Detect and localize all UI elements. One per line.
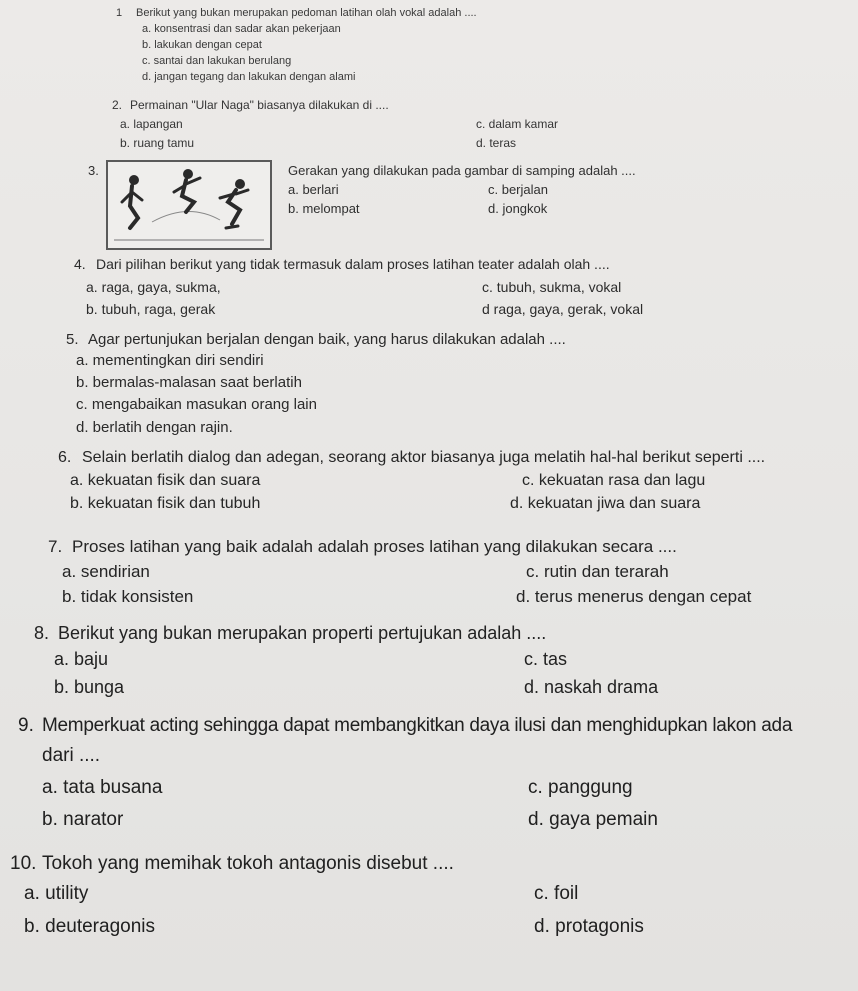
q4-option-a: a. raga, gaya, sukma, <box>86 279 221 295</box>
q7-option-c: c. rutin dan terarah <box>526 562 669 581</box>
q1-option-d: d. jangan tegang dan lakukan dengan alami <box>142 71 356 83</box>
q9-number: 9. <box>18 715 34 736</box>
q6-option-c: c. kekuatan rasa dan lagu <box>522 472 706 489</box>
q10-option-d: d. protagonis <box>534 916 644 937</box>
q8-option-d: d. naskah drama <box>524 677 659 697</box>
q7-option-b: b. tidak konsisten <box>62 587 194 606</box>
q5-option-b: b. bermalas-malasan saat berlatih <box>76 374 302 391</box>
q3-option-b: b. melompat <box>288 201 360 216</box>
q5-option-d: d. berlatih dengan rajin. <box>76 419 233 436</box>
q5-option-c: c. mengabaikan masukan orang lain <box>76 396 317 413</box>
q4-option-b: b. tubuh, raga, gerak <box>86 301 216 317</box>
q9-option-c: c. panggung <box>528 777 633 798</box>
q1-option-a: a. konsentrasi dan sadar akan pekerjaan <box>142 23 341 35</box>
q2-option-b: b. ruang tamu <box>120 136 195 150</box>
q10-option-a: a. utility <box>24 883 89 904</box>
q7-option-a: a. sendirian <box>62 562 150 581</box>
q5-number: 5. <box>66 331 79 348</box>
q7-text: Proses latihan yang baik adalah adalah proses latihan yang dilakukan secara .... <box>72 537 677 556</box>
q8-number: 8. <box>34 623 50 643</box>
q1-option-c: c. santai dan lakukan berulang <box>142 55 292 67</box>
q8-text: Berikut yang bukan merupakan properti pertujukan adalah .... <box>58 623 547 643</box>
q4-number: 4. <box>74 256 86 272</box>
q4-option-c: c. tubuh, sukma, vokal <box>482 279 622 295</box>
q5-option-a: a. mementingkan diri sendiri <box>76 352 264 369</box>
q10-option-c: c. foil <box>534 883 579 904</box>
q9-option-a: a. tata busana <box>42 777 163 798</box>
q9-text-continued: dari .... <box>42 745 101 766</box>
q4-text: Dari pilihan berikut yang tidak termasuk dalam proses latihan teater adalah olah .... <box>96 256 610 272</box>
q1-number: 1 <box>116 7 123 19</box>
q1-option-b: b. lakukan dengan cepat <box>142 39 262 51</box>
q2-option-c: c. dalam kamar <box>476 117 559 131</box>
jumping-figure-image <box>106 160 272 250</box>
q2-option-a: a. lapangan <box>120 117 183 131</box>
q3-text: Gerakan yang dilakukan pada gambar di samping adalah .... <box>288 163 636 178</box>
person-jumping-illustration <box>108 162 270 248</box>
q6-text: Selain berlatih dialog dan adegan, seorang aktor biasanya juga melatih hal-hal berikut seperti .... <box>82 449 766 466</box>
q3-number: 3. <box>88 163 99 178</box>
q8-option-b: b. bunga <box>54 677 125 697</box>
q8-option-a: a. baju <box>54 649 109 669</box>
q7-option-d: d. terus menerus dengan cepat <box>516 587 752 606</box>
q10-text: Tokoh yang memihak tokoh antagonis disebut .... <box>42 853 454 874</box>
q2-number: 2. <box>112 98 123 112</box>
q9-text: Memperkuat acting sehingga dapat membangkitkan daya ilusi dan menghidupkan lakon ada <box>42 715 793 736</box>
q3-option-d: d. jongkok <box>488 201 548 216</box>
q2-text: Permainan "Ular Naga" biasanya dilakukan di .... <box>130 98 389 112</box>
q3-option-a: a. berlari <box>288 182 339 197</box>
q6-option-d: d. kekuatan jiwa dan suara <box>510 495 701 512</box>
q4-option-d: d raga, gaya, gerak, vokal <box>482 301 644 317</box>
q6-option-a: a. kekuatan fisik dan suara <box>70 472 261 489</box>
q1-text: Berikut yang bukan merupakan pedoman latihan olah vokal adalah .... <box>136 7 477 19</box>
q3-option-c: c. berjalan <box>488 182 548 197</box>
q9-option-d: d. gaya pemain <box>528 809 658 830</box>
q10-option-b: b. deuteragonis <box>24 916 155 937</box>
q6-option-b: b. kekuatan fisik dan tubuh <box>70 495 261 512</box>
q2-option-d: d. teras <box>476 136 517 150</box>
q6-number: 6. <box>58 449 72 466</box>
q10-number: 10. <box>10 853 37 874</box>
q7-number: 7. <box>48 537 63 556</box>
q8-option-c: c. tas <box>524 649 568 669</box>
q5-text: Agar pertunjukan berjalan dengan baik, yang harus dilakukan adalah .... <box>88 331 566 348</box>
q9-option-b: b. narator <box>42 809 124 830</box>
